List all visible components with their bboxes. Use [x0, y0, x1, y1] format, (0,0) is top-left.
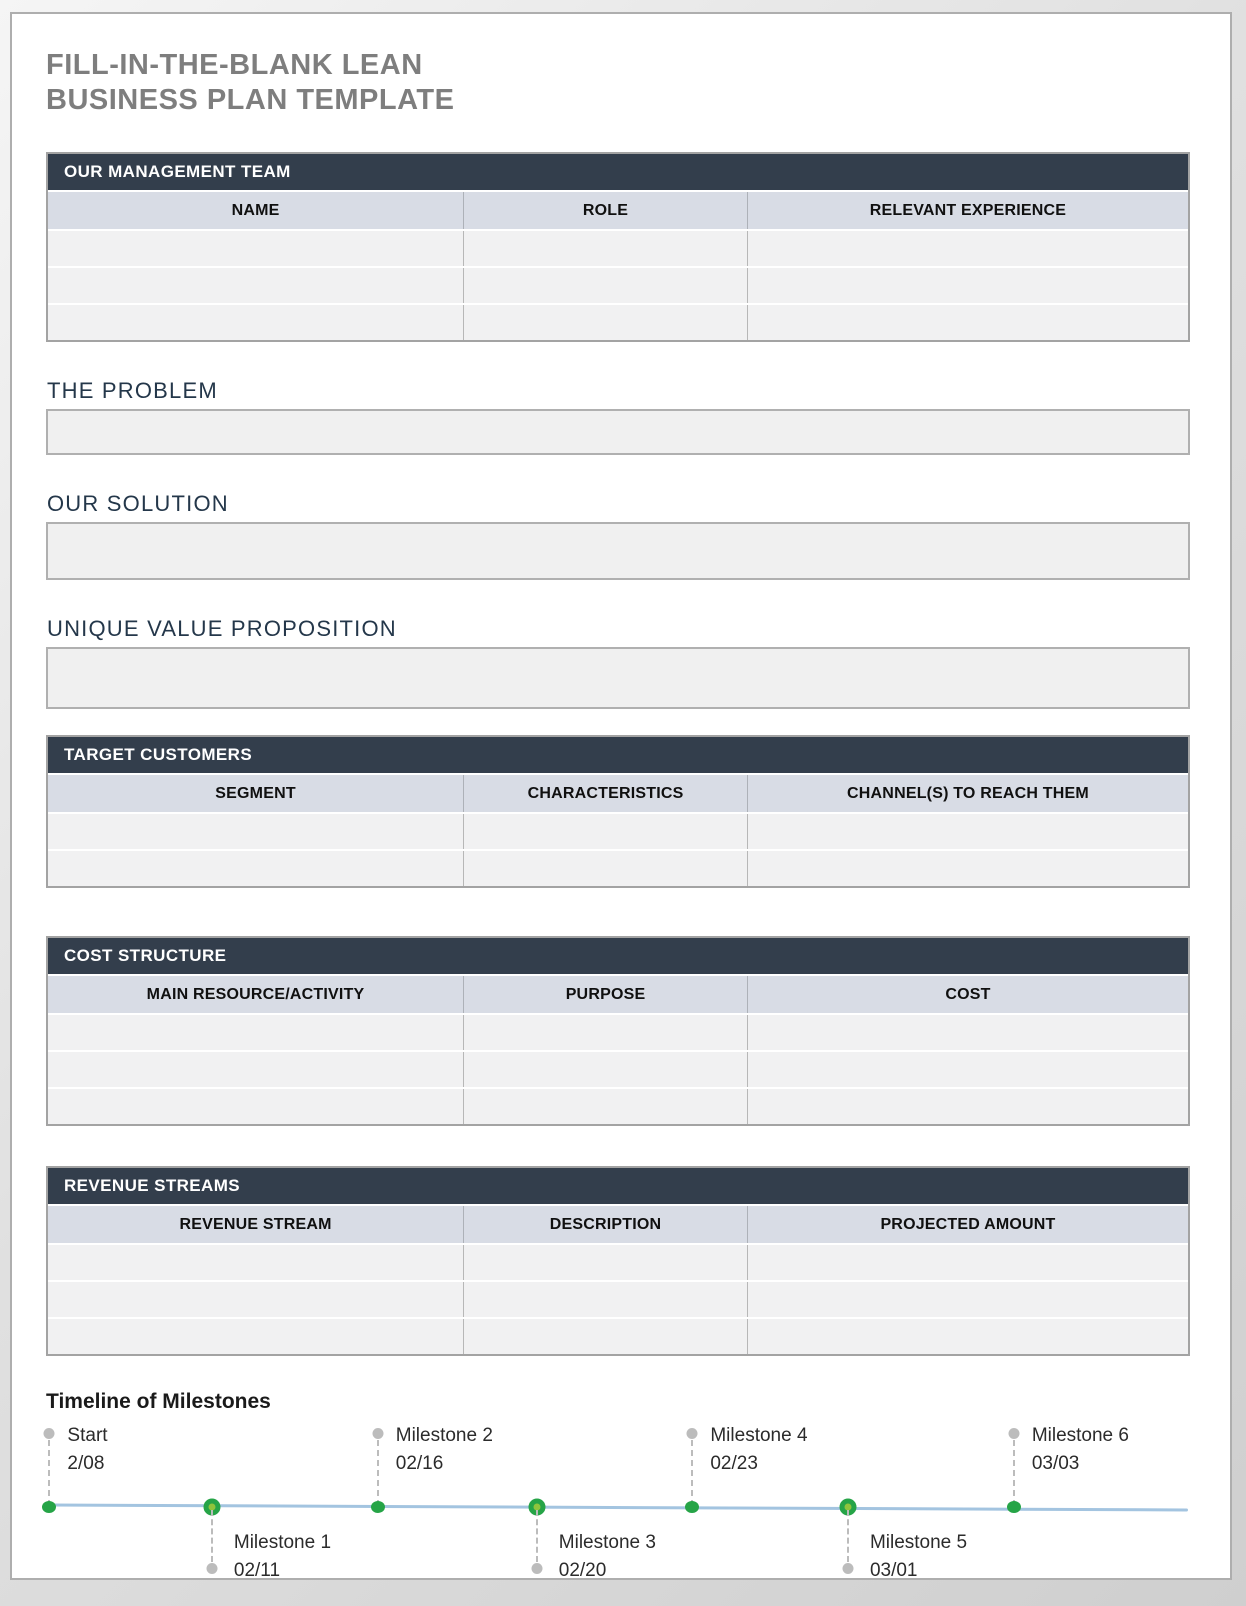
milestone-label: [710, 1422, 807, 1478]
milestone-label: [1032, 1422, 1129, 1478]
milestone-date: 02/20: [558, 1559, 607, 1580]
milestone-label: [870, 1529, 967, 1580]
unique-value-proposition-label: UNIQUE VALUE PROPOSITION: [47, 615, 397, 641]
connector-dashed-line: [536, 1510, 538, 1562]
empty-cell[interactable]: [48, 268, 464, 303]
empty-cell[interactable]: [748, 1319, 1188, 1354]
empty-cell[interactable]: [464, 1015, 748, 1050]
cost-structure-section-header: COST STRUCTURE: [48, 938, 1188, 974]
solution-label: OUR SOLUTION: [47, 490, 229, 516]
management-team-table: [46, 152, 1190, 342]
timeline-title: Timeline of Milestones: [46, 1389, 271, 1413]
connector-dot-icon: [1008, 1428, 1019, 1439]
column-header-channels: CHANNEL(S) TO REACH THEM: [748, 775, 1188, 812]
milestone-label: [234, 1529, 331, 1580]
milestone-label: [67, 1422, 107, 1478]
unique-value-proposition-section: [46, 616, 1190, 709]
milestone-date: 02/16: [395, 1452, 444, 1474]
target-customers-column-headers: [48, 775, 1188, 812]
table-row: [48, 814, 1188, 849]
column-header-role: ROLE: [464, 192, 748, 229]
milestone-name: Milestone 5: [869, 1531, 968, 1553]
column-header-description: DESCRIPTION: [464, 1206, 748, 1243]
solution-section: [46, 491, 1190, 580]
empty-cell[interactable]: [464, 268, 748, 303]
column-header-cost: COST: [748, 976, 1188, 1013]
unique-value-proposition-input-box[interactable]: [46, 647, 1190, 709]
empty-cell[interactable]: [48, 851, 464, 886]
column-header-main-resource-activity: MAIN RESOURCE/ACTIVITY: [48, 976, 464, 1013]
empty-cell[interactable]: [464, 1089, 748, 1124]
table-row: [48, 1319, 1188, 1354]
document-title: [46, 48, 1190, 119]
table-row: [48, 305, 1188, 340]
management-team-section-header: OUR MANAGEMENT TEAM: [48, 154, 1188, 190]
column-header-projected-amount: PROJECTED AMOUNT: [748, 1206, 1188, 1243]
connector-dashed-line: [211, 1510, 213, 1562]
empty-cell[interactable]: [748, 268, 1188, 303]
connector-dot-icon: [44, 1428, 55, 1439]
milestone-name: Milestone 1: [233, 1531, 332, 1553]
revenue-streams-table: [46, 1166, 1190, 1356]
milestone-name: Start: [67, 1424, 108, 1446]
milestone-date: 02/23: [710, 1452, 758, 1474]
milestone-label: [559, 1529, 656, 1580]
empty-cell[interactable]: [748, 305, 1188, 340]
milestone-name: Milestone 3: [558, 1531, 656, 1553]
document-title-line1: FILL-IN-THE-BLANK LEAN: [46, 49, 423, 81]
column-header-revenue-stream: REVENUE STREAM: [48, 1206, 464, 1243]
empty-cell[interactable]: [48, 1245, 464, 1280]
milestone-marker-icon[interactable]: [685, 1501, 699, 1513]
empty-cell[interactable]: [464, 1245, 748, 1280]
empty-cell[interactable]: [748, 1015, 1188, 1050]
connector-dashed-line: [691, 1440, 693, 1506]
target-customers-table: [46, 735, 1190, 888]
milestone-label: [396, 1422, 493, 1478]
cost-structure-table: [46, 936, 1190, 1126]
milestone-date: 2/08: [67, 1452, 105, 1474]
document-page: [10, 12, 1232, 1580]
problem-input-box[interactable]: [46, 409, 1190, 455]
connector-dashed-line: [377, 1440, 379, 1506]
target-customers-section-header: TARGET CUSTOMERS: [48, 737, 1188, 773]
connector-dashed-line: [1013, 1440, 1015, 1506]
empty-cell[interactable]: [464, 851, 748, 886]
empty-cell[interactable]: [748, 1052, 1188, 1087]
table-row: [48, 851, 1188, 886]
milestone-marker-icon[interactable]: [42, 1501, 56, 1513]
empty-cell[interactable]: [748, 231, 1188, 266]
empty-cell[interactable]: [48, 1282, 464, 1317]
empty-cell[interactable]: [48, 1089, 464, 1124]
empty-cell[interactable]: [48, 814, 464, 849]
table-row: [48, 1245, 1188, 1280]
empty-cell[interactable]: [748, 1089, 1188, 1124]
empty-cell[interactable]: [748, 814, 1188, 849]
connector-dashed-line: [48, 1440, 50, 1506]
empty-cell[interactable]: [464, 814, 748, 849]
milestone-date: 03/03: [1031, 1452, 1080, 1474]
table-row: [48, 1052, 1188, 1087]
table-row: [48, 1089, 1188, 1124]
management-team-column-headers: [48, 192, 1188, 229]
empty-cell[interactable]: [48, 305, 464, 340]
milestone-date: 02/11: [233, 1559, 281, 1580]
connector-dot-icon: [842, 1563, 853, 1574]
connector-dot-icon: [206, 1563, 217, 1574]
revenue-streams-section-header: REVENUE STREAMS: [48, 1168, 1188, 1204]
table-row: [48, 1282, 1188, 1317]
empty-cell[interactable]: [464, 1052, 748, 1087]
connector-dot-icon: [372, 1428, 383, 1439]
empty-cell[interactable]: [464, 305, 748, 340]
column-header-name: NAME: [48, 192, 464, 229]
empty-cell[interactable]: [748, 1245, 1188, 1280]
empty-cell[interactable]: [48, 1319, 464, 1354]
milestone-marker-icon[interactable]: [1007, 1501, 1021, 1513]
empty-cell[interactable]: [48, 231, 464, 266]
problem-label: THE PROBLEM: [47, 377, 218, 403]
empty-cell[interactable]: [48, 1052, 464, 1087]
milestone-date: 03/01: [869, 1559, 918, 1580]
table-row: [48, 231, 1188, 266]
connector-dot-icon: [531, 1563, 542, 1574]
milestone-name: Milestone 6: [1031, 1424, 1129, 1446]
column-header-segment: SEGMENT: [48, 775, 464, 812]
empty-cell[interactable]: [48, 1015, 464, 1050]
empty-cell[interactable]: [464, 231, 748, 266]
document-title-line2: BUSINESS PLAN TEMPLATE: [46, 84, 455, 117]
solution-input-box[interactable]: [46, 522, 1190, 580]
column-header-relevant-experience: RELEVANT EXPERIENCE: [748, 192, 1188, 229]
problem-section: [46, 378, 1190, 455]
empty-cell[interactable]: [464, 1282, 748, 1317]
column-header-purpose: PURPOSE: [464, 976, 748, 1013]
milestone-marker-icon[interactable]: [371, 1501, 385, 1513]
connector-dashed-line: [847, 1510, 849, 1562]
table-row: [48, 1015, 1188, 1050]
revenue-streams-column-headers: [48, 1206, 1188, 1243]
milestone-name: Milestone 4: [710, 1424, 808, 1446]
milestone-name: Milestone 2: [395, 1424, 493, 1446]
empty-cell[interactable]: [748, 1282, 1188, 1317]
milestones-timeline: [46, 1420, 1190, 1580]
column-header-characteristics: CHARACTERISTICS: [464, 775, 748, 812]
table-row: [48, 268, 1188, 303]
empty-cell[interactable]: [748, 851, 1188, 886]
empty-cell[interactable]: [464, 1319, 748, 1354]
cost-structure-column-headers: [48, 976, 1188, 1013]
connector-dot-icon: [687, 1428, 698, 1439]
